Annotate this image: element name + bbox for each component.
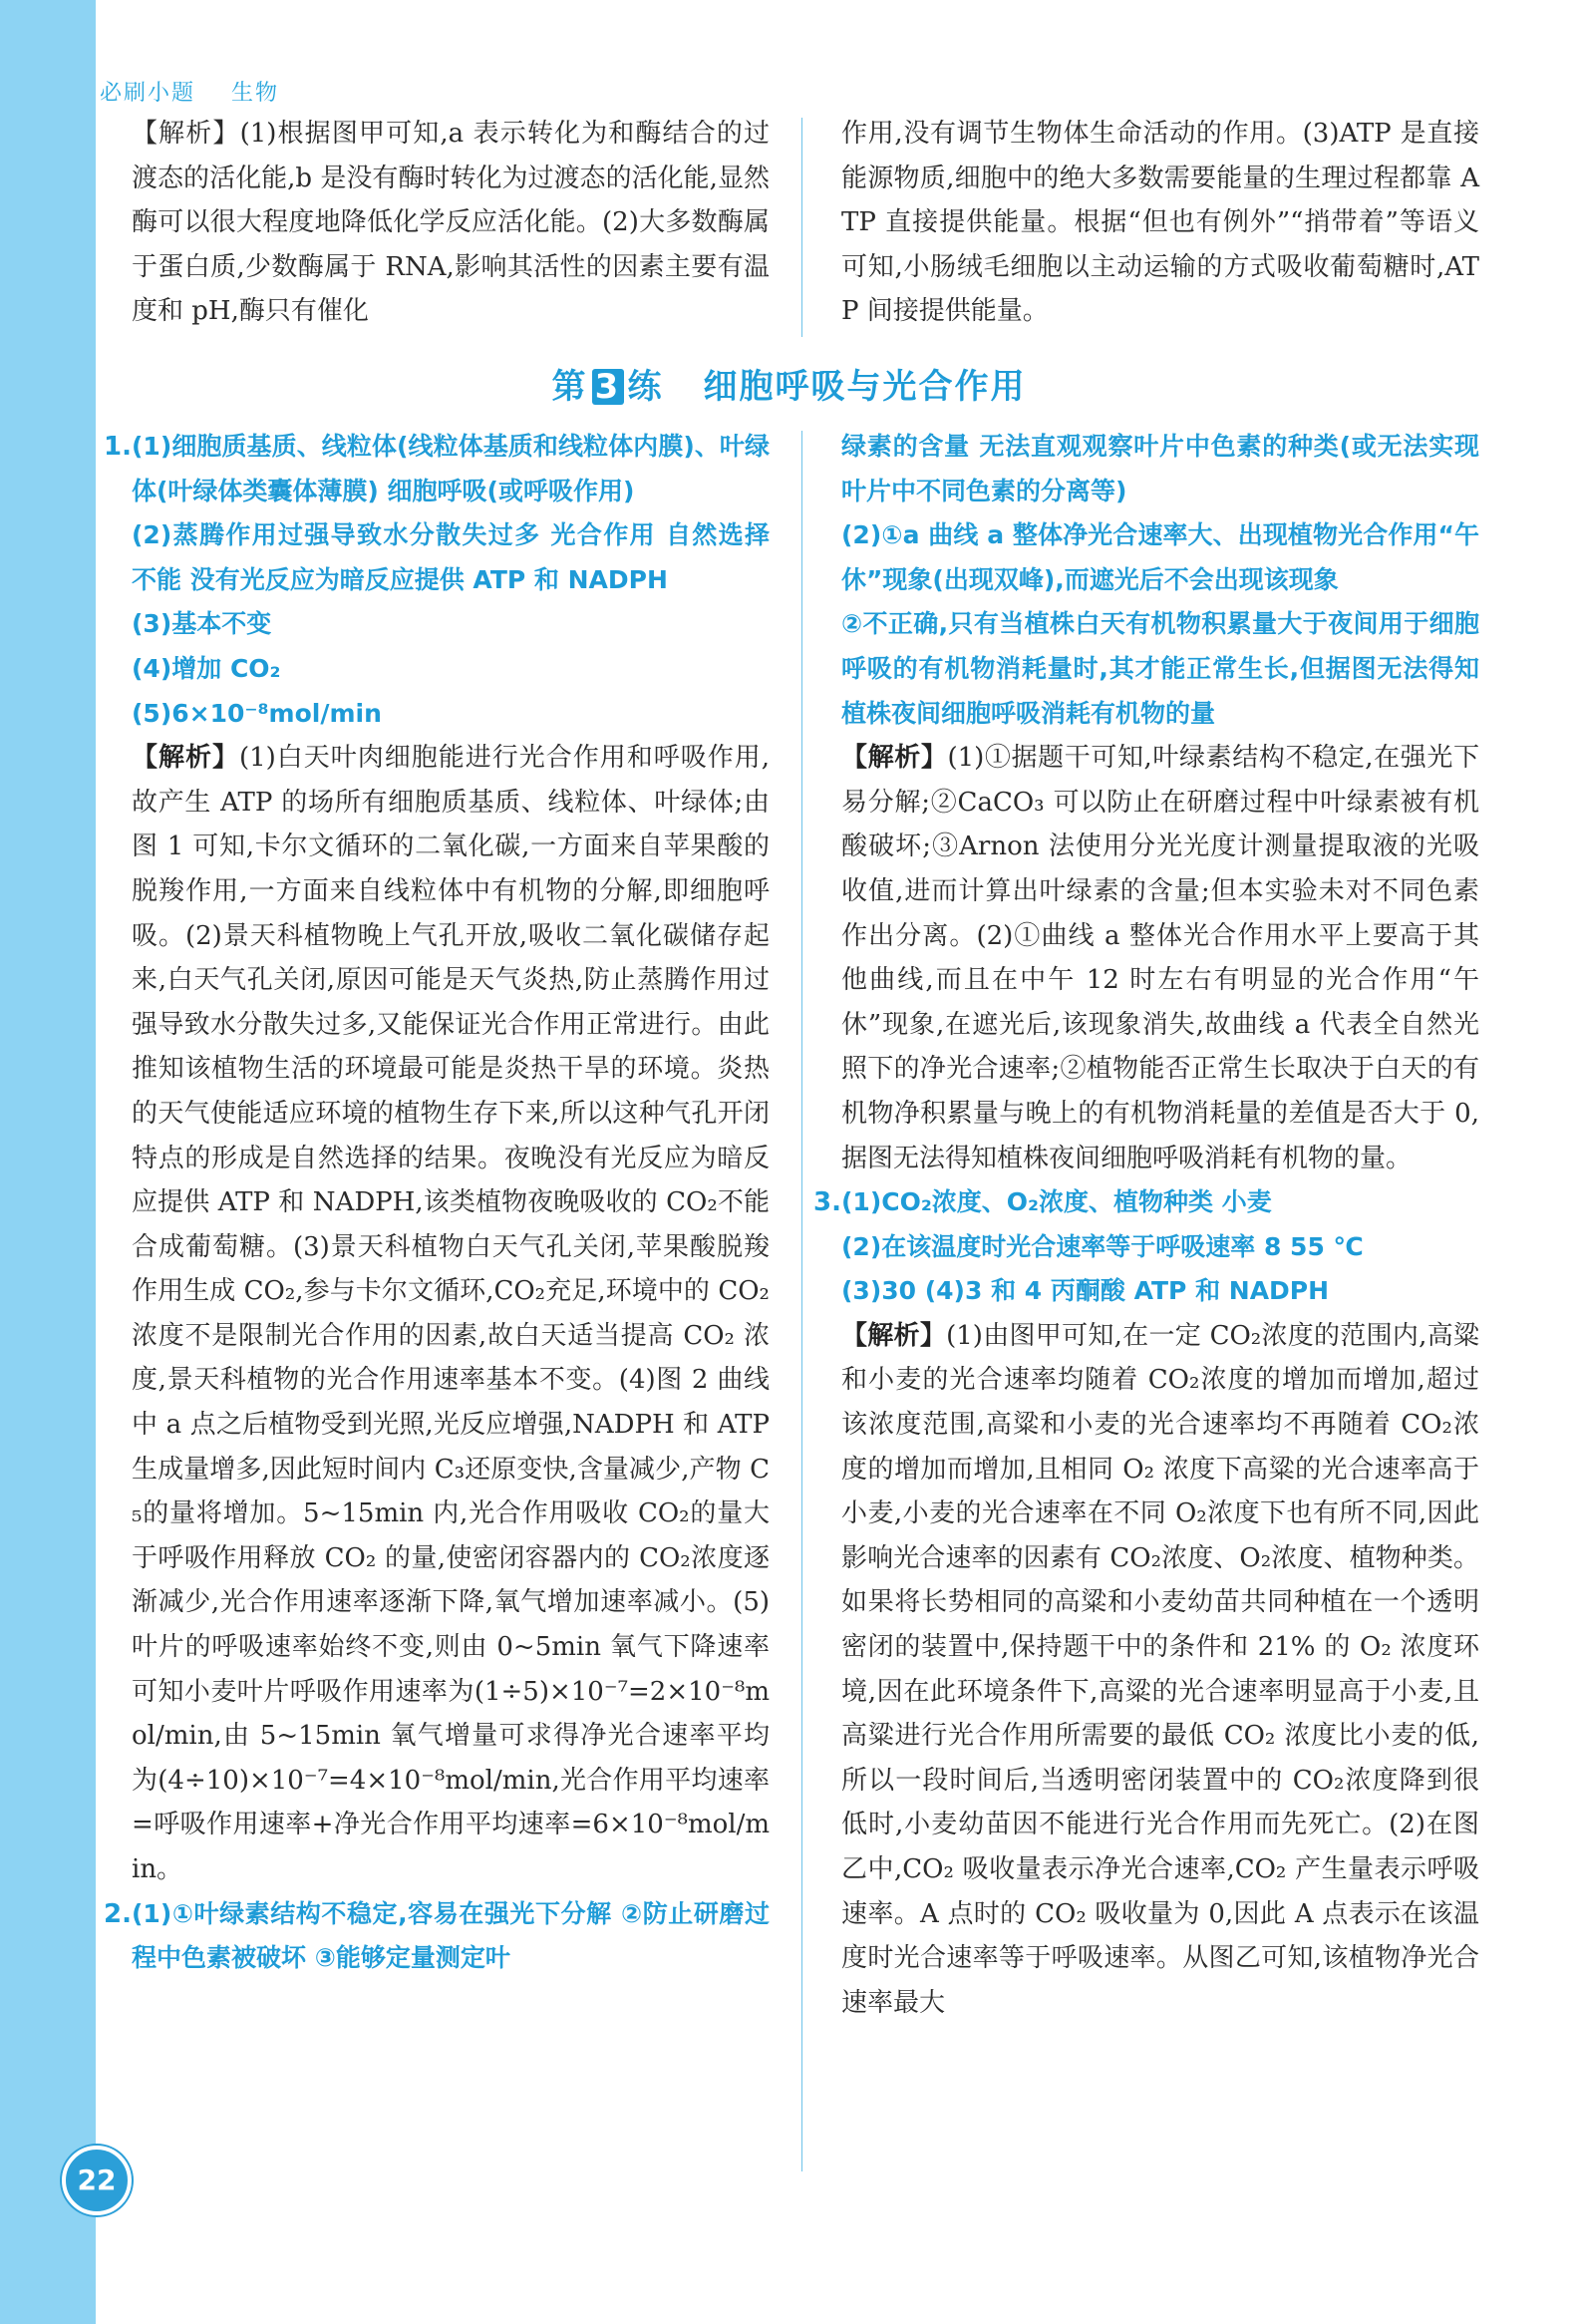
- q1-answer-4: (4)增加 CO₂: [132, 653, 281, 683]
- q2-answer-3: ②不正确,只有当植株白天有机物积累量大于夜间用于细胞呼吸的有机物消耗量时,其才能正常生长,但据图无法得知植株夜间细胞呼吸消耗有机物的量: [841, 609, 1479, 728]
- q1-explanation-label: 【解析】: [132, 743, 239, 774]
- q2-explanation-label: 【解析】: [841, 743, 948, 774]
- q2-answer-1: [104, 1892, 770, 1981]
- q3-explanation-label: 【解析】: [841, 1320, 947, 1351]
- q3-answer-2: (2)在该温度时光合速率等于呼吸速率 8 55 ℃: [841, 1231, 1364, 1261]
- q1-answer-3: (3)基本不变: [132, 609, 272, 639]
- section-heading: 细胞呼吸与光合作用: [703, 367, 1027, 407]
- q3-answer-1-text: (1)CO₂浓度、O₂浓度、植物种类 小麦: [841, 1187, 1272, 1217]
- top-right-text: [841, 112, 1479, 334]
- top-left-paragraph: 【解析】(1)根据图甲可知,a 表示转化为和酶结合的过渡态的活化能,b 是没有酶时转化为过渡态的活化能,显然酶可以很大程度地降低化学反应活化能。(2)大多数酶属于蛋白质,少数酶属于 RNA,影响其活性的因素主要有温度和 pH,酶只有催化: [132, 119, 770, 327]
- column-divider-top: [801, 118, 802, 337]
- q2-explanation: [841, 736, 1479, 1180]
- q1-answer-1: [104, 425, 770, 513]
- q1-answer-2: (2)蒸腾作用过强导致水分散失过多 光合作用 自然选择 不能 没有光反应为暗反应提供 ATP 和 NADPH: [132, 520, 770, 594]
- book-title: 必刷小题: [100, 81, 196, 106]
- subject-label: 生物: [231, 81, 280, 106]
- q2-number: 2.: [104, 1898, 132, 1929]
- q2-answer-1-continued: 绿素的含量 无法直观观察叶片中色素的种类(或无法实现叶片中不同色素的分离等): [841, 432, 1479, 505]
- q2-explanation-text: (1)①据题干可知,叶绿素结构不稳定,在强光下易分解;②CaCO₃ 可以防止在研磨过程中叶绿素被有机酸破坏;③Arnon 法使用分光光度计测量提取液的光吸收值,进而计算出叶绿素的含量;但本实验未对不同色素作出分离。(2)①曲线 a 整体光合作用水平上要高于其他曲线,而且在中午 12 时左右有明显的光合作用“午休”现象,在遮光后,该现象消失,故曲线 a 代表全自然光照下的净光合速率;②植物能否正常生长取决于白天的有机物净积累量与晚上的有机物消耗量的差值是否大于 0,据图无法得知植株夜间细胞呼吸消耗有机物的量。: [841, 743, 1479, 1173]
- q3-explanation: [841, 1314, 1479, 2026]
- section-title: [0, 359, 1578, 408]
- q3-answer-1: [813, 1180, 1479, 1225]
- q1-number: 1.: [104, 432, 132, 462]
- q1-answer-5: (5)6×10⁻⁸mol/min: [132, 698, 382, 728]
- section-number: 3: [592, 369, 624, 405]
- top-left-text: [132, 112, 770, 334]
- section-suffix: 练: [627, 367, 664, 407]
- side-band: [0, 0, 96, 2324]
- section-prefix: 第: [551, 367, 588, 407]
- q3-explanation-text: (1)由图甲可知,在一定 CO₂浓度的范围内,高粱和小麦的光合速率均随着 CO₂浓度的增加而增加,超过该浓度范围,高粱和小麦的光合速率均不再随着 CO₂浓度的增加而增加,且相同 O₂ 浓度下高粱的光合速率高于小麦,小麦的光合速率在不同 O₂浓度下也有所不同,因此影响光合速率的因素有 CO₂浓度、O₂浓度、植物种类。如果将长势相同的高粱和小麦幼苗共同种植在一个透明密闭的装置中,保持题干中的条件和 21% 的 O₂ 浓度环境,因在此环境条件下,高粱的光合速率明显高于小麦,且高粱进行光合作用所需要的最低 CO₂ 浓度比小麦的低,所以一段时间后,当透明密闭装置中的 CO₂浓度降到很低时,小麦幼苗因不能进行光合作用而先死亡。(2)在图乙中,CO₂ 吸收量表示净光合速率,CO₂ 产生量表示呼吸速率。A 点时的 CO₂ 吸收量为 0,因此 A 点表示在该温度时光合速率等于呼吸速率。从图乙可知,该植物净光合速率最大: [841, 1320, 1479, 2018]
- q3-answer-3: (3)30 (4)3 和 4 丙酮酸 ATP 和 NADPH: [841, 1276, 1330, 1306]
- q2-answer-1-text: (1)①叶绿素结构不稳定,容易在强光下分解 ②防止研磨过程中色素被破坏 ③能够定量测定叶: [132, 1898, 770, 1973]
- q1-answer-1-text: (1)细胞质基质、线粒体(线粒体基质和线粒体内膜)、叶绿体(叶绿体类囊体薄膜) 细胞呼吸(或呼吸作用): [132, 432, 770, 505]
- right-column: [813, 425, 1479, 2025]
- q1-explanation-text: (1)白天叶肉细胞能进行光合作用和呼吸作用,故产生 ATP 的场所有细胞质基质、线粒体、叶绿体;由图 1 可知,卡尔文循环的二氧化碳,一方面来自苹果酸的脱羧作用,一方面来自线粒体中有机物的分解,即细胞呼吸。(2)景天科植物晚上气孔开放,吸收二氧化碳储存起来,白天气孔关闭,原因可能是天气炎热,防止蒸腾作用过强导致水分散失过多,又能保证光合作用正常进行。由此推知该植物生活的环境最可能是炎热干旱的环境。炎热的天气使能适应环境的植物生存下来,所以这种气孔开闭特点的形成是自然选择的结果。夜晚没有光反应为暗反应提供 ATP 和 NADPH,该类植物夜晚吸收的 CO₂不能合成葡萄糖。(3)景天科植物白天气孔关闭,苹果酸脱羧作用生成 CO₂,参与卡尔文循环,CO₂充足,环境中的 CO₂ 浓度不是限制光合作用的因素,故白天适当提高 CO₂ 浓度,景天科植物的光合作用速率基本不变。(4)图 2 曲线中 a 点之后植物受到光照,光反应增强,NADPH 和 ATP 生成量增多,因此短时间内 C₃还原变快,含量减少,产物 C₅的量将增加。5~15min 内,光合作用吸收 CO₂的量大于呼吸作用释放 CO₂ 的量,使密闭容器内的 CO₂浓度逐渐减少,光合作用速率逐渐下降,氧气增加速率减小。(5)叶片的呼吸速率始终不变,则由 0~5min 氧气下降速率可知小麦叶片呼吸作用速率为(1÷5)×10⁻⁷=2×10⁻⁸mol/min,由 5~15min 氧气增量可求得净光合速率平均为(4÷10)×10⁻⁷=4×10⁻⁸mol/min,光合作用平均速率=呼吸作用速率+净光合作用平均速率=6×10⁻⁸mol/min。: [132, 743, 770, 1884]
- page-number-badge: 22: [62, 2146, 132, 2215]
- left-column: [104, 425, 770, 1981]
- q3-number: 3.: [813, 1187, 841, 1218]
- running-header: [100, 76, 279, 107]
- top-right-paragraph: 作用,没有调节生物体生命活动的作用。(3)ATP 是直接能源物质,细胞中的绝大多数需要能量的生理过程都靠 ATP 直接提供能量。根据“但也有例外”“捎带着”等语义可知,小肠绒毛细胞以主动运输的方式吸收葡萄糖时,ATP 间接提供能量。: [841, 119, 1479, 327]
- column-divider-body: [801, 431, 802, 2171]
- q2-answer-2: (2)①a 曲线 a 整体净光合速率大、出现植物光合作用“午休”现象(出现双峰),而遮光后不会出现该现象: [841, 520, 1479, 594]
- q1-explanation: [132, 736, 770, 1891]
